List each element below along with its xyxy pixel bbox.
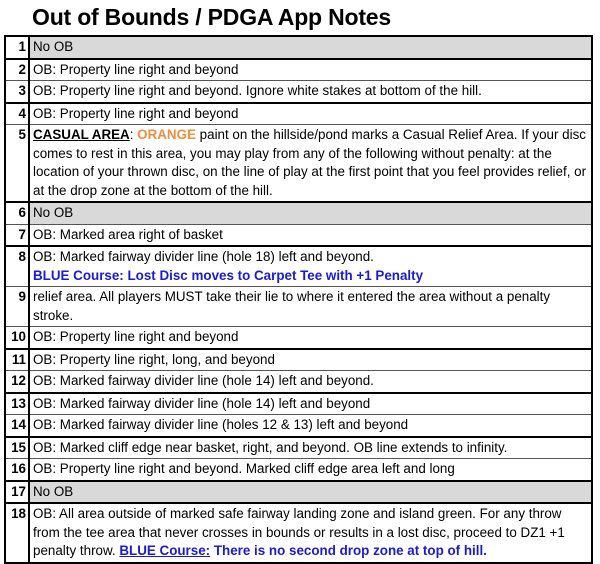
table-row-hole-5 [5,125,592,203]
hole-note: No OB [29,481,592,504]
hole-note [29,125,592,203]
orange-keyword: ORANGE [137,127,196,142]
table-row-hole-9 [5,287,592,327]
table-row-hole-4 [5,103,592,125]
table-row-hole-12 [5,371,592,393]
ob-notes-table [4,35,593,564]
table-row-hole-2 [5,59,592,81]
hole-number: 18 [5,503,29,563]
hole-number: 3 [5,81,29,103]
hole-number: 13 [5,393,29,415]
hole-note: OB: Property line right and beyond. Marked cliff edge area left and long [29,459,592,481]
hole-note: OB: Property line right and beyond [29,103,592,125]
casual-area-label: CASUAL AREA [33,127,130,142]
hole-number: 5 [5,125,29,203]
hole-number: 17 [5,481,29,504]
blue-course-label: BLUE Course: [119,543,211,558]
page-title: Out of Bounds / PDGA App Notes [32,4,391,30]
hole-note [29,246,592,287]
hole-note: OB: Marked cliff edge near basket, right, and beyond. OB line extends to infinity. [29,437,592,459]
hole-note-text: OB: All area outside of marked safe fairway landing zone and island green. For any throw from the tee area that never crosses in bounds or results in a lost disc, proceed to DZ1 +1 penalty throw. [33,506,565,558]
hole-number: 11 [5,349,29,371]
hole-note: OB: Marked area right of basket [29,224,592,246]
table-row-hole-14 [5,415,592,437]
hole-number: 9 [5,287,29,327]
hole-number: 6 [5,202,29,224]
hole-number: 4 [5,103,29,125]
hole-note: OB: Marked fairway divider line (holes 12 & 13) left and beyond [29,415,592,437]
hole-note: relief area. All players MUST take their lie to where it entered the area without a penalty stroke. [29,287,592,327]
table-row-hole-16 [5,459,592,481]
table-row-hole-15 [5,437,592,459]
casual-colon: : [129,127,138,142]
table-row-hole-18 [5,503,592,563]
hole-note: OB: Property line right and beyond [29,327,592,349]
casual-area-text: paint on the hillside/pond marks a Casual Relief Area. If your disc comes to rest in this area, you may play from any of the following without penalty: at the location of your thrown disc, on the line of play at the first point that you feel provides relief, or at the drop zone at the bottom of the hill. [33,127,587,198]
table-row-hole-6 [5,202,592,224]
hole-number: 12 [5,371,29,393]
hole-number: 10 [5,327,29,349]
hole-note: OB: Property line right and beyond [29,59,592,81]
hole-number: 2 [5,59,29,81]
table-row-hole-10 [5,327,592,349]
hole-note: OB: Marked fairway divider line (hole 14) left and beyond. [29,371,592,393]
hole-note: No OB [29,36,592,59]
hole-note: OB: Property line right, long, and beyond [29,349,592,371]
hole-number: 1 [5,36,29,59]
blue-course-note: There is no second drop zone at top of hill. [210,543,487,558]
table-row-hole-13 [5,393,592,415]
table-row-hole-8 [5,246,592,287]
table-row-hole-3 [5,81,592,103]
hole-note: No OB [29,202,592,224]
blue-course-note: BLUE Course: Lost Disc moves to Carpet Tee with +1 Penalty [33,267,424,283]
hole-number: 8 [5,246,29,287]
hole-note-text: OB: Marked fairway divider line (hole 18) left and beyond. [33,249,374,264]
table-row-hole-11 [5,349,592,371]
table-row-hole-7 [5,224,592,246]
table-row-hole-1 [5,36,592,59]
table-row-hole-17 [5,481,592,504]
hole-number: 14 [5,415,29,437]
hole-number: 15 [5,437,29,459]
hole-note: OB: Marked fairway divider line (hole 14) left and beyond [29,393,592,415]
hole-number: 16 [5,459,29,481]
hole-note [29,503,592,563]
hole-note: OB: Property line right and beyond. Ignore white stakes at bottom of the hill. [29,81,592,103]
hole-number: 7 [5,224,29,246]
